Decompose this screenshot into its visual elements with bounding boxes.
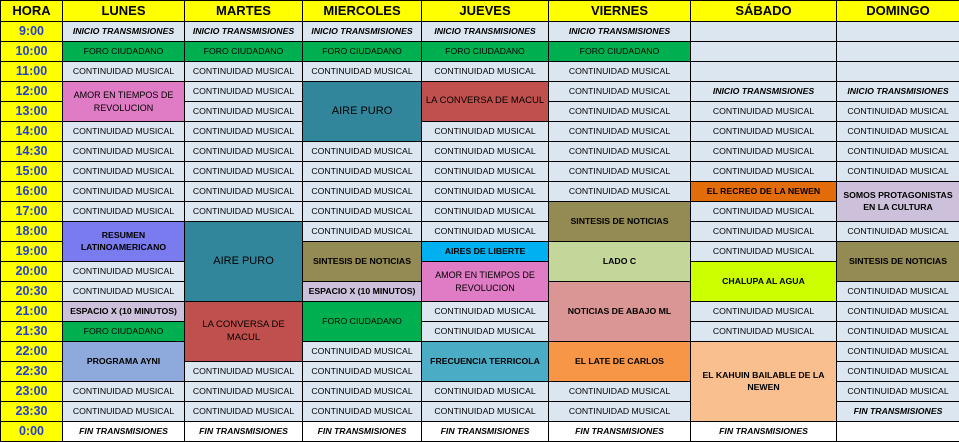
program-cell-continuidad: CONTINUIDAD MUSICAL (421, 161, 549, 182)
program-cell-inicio: INICIO TRANSMISIONES (548, 21, 691, 42)
program-cell-continuidad: CONTINUIDAD MUSICAL (62, 141, 185, 162)
program-cell-foro: FORO CIUDADANO (421, 41, 549, 62)
program-cell-continuidad: CONTINUIDAD MUSICAL (184, 201, 303, 222)
hour-label: 11:00 (0, 61, 63, 82)
program-cell-recreo: EL RECREO DE LA NEWEN (690, 181, 837, 202)
program-cell-continuidad: CONTINUIDAD MUSICAL (184, 141, 303, 162)
hour-label: 23:30 (0, 401, 63, 422)
program-cell-foro: FORO CIUDADANO (302, 41, 422, 62)
program-cell-fin: FIN TRANSMISIONES (836, 401, 959, 422)
program-cell-continuidad: CONTINUIDAD MUSICAL (690, 221, 837, 242)
program-cell-continuidad: CONTINUIDAD MUSICAL (690, 161, 837, 182)
hour-label: 20:00 (0, 261, 63, 282)
program-cell-kahuin: EL KAHUIN BAILABLE DE LA NEWEN (690, 341, 837, 422)
program-cell-continuidad: CONTINUIDAD MUSICAL (62, 181, 185, 202)
program-cell-inicio: INICIO TRANSMISIONES (836, 81, 959, 102)
program-cell-inicio: INICIO TRANSMISIONES (62, 21, 185, 42)
program-cell-continuidad: CONTINUIDAD MUSICAL (184, 381, 303, 402)
program-cell-continuidad: CONTINUIDAD MUSICAL (302, 181, 422, 202)
program-cell-continuidad: CONTINUIDAD MUSICAL (421, 221, 549, 242)
program-cell-inicio: INICIO TRANSMISIONES (690, 81, 837, 102)
hour-label: 21:00 (0, 301, 63, 322)
program-cell-continuidad: CONTINUIDAD MUSICAL (302, 141, 422, 162)
program-cell-continuidad: CONTINUIDAD MUSICAL (62, 121, 185, 142)
hour-label: 19:00 (0, 241, 63, 262)
program-cell-aire-puro: AIRE PURO (184, 221, 303, 302)
program-cell-aire-puro: AIRE PURO (302, 81, 422, 142)
program-cell-amor: AMOR EN TIEMPOS DE REVOLUCION (62, 81, 185, 122)
program-cell-continuidad: CONTINUIDAD MUSICAL (62, 201, 185, 222)
hour-label: 23:00 (0, 381, 63, 402)
program-cell-foro: FORO CIUDADANO (302, 301, 422, 342)
program-cell-continuidad: CONTINUIDAD MUSICAL (836, 161, 959, 182)
hour-label: 13:00 (0, 101, 63, 122)
program-cell-continuidad: CONTINUIDAD MUSICAL (548, 181, 691, 202)
program-cell-continuidad: CONTINUIDAD MUSICAL (184, 121, 303, 142)
header-day-martes: MARTES (184, 0, 303, 22)
program-cell-continuidad: CONTINUIDAD MUSICAL (836, 341, 959, 362)
header-day-viernes: VIERNES (548, 0, 691, 22)
program-cell-continuidad: CONTINUIDAD MUSICAL (184, 81, 303, 102)
program-cell-continuidad: CONTINUIDAD MUSICAL (836, 361, 959, 382)
program-cell-chalupa: CHALUPA AL AGUA (690, 261, 837, 302)
program-cell-fin: FIN TRANSMISIONES (62, 421, 185, 442)
program-cell-continuidad: CONTINUIDAD MUSICAL (302, 161, 422, 182)
hour-label: 20:30 (0, 281, 63, 302)
hour-label: 15:00 (0, 161, 63, 182)
program-cell-continuidad: CONTINUIDAD MUSICAL (836, 321, 959, 342)
hour-label: 12:00 (0, 81, 63, 102)
program-cell-continuidad: CONTINUIDAD MUSICAL (690, 141, 837, 162)
program-cell-espacio: ESPACIO X (10 MINUTOS) (62, 301, 185, 322)
empty-cell (690, 21, 837, 42)
program-cell-inicio: INICIO TRANSMISIONES (421, 21, 549, 42)
empty-cell (836, 21, 959, 42)
program-cell-continuidad: CONTINUIDAD MUSICAL (548, 121, 691, 142)
program-cell-foro: FORO CIUDADANO (62, 321, 185, 342)
program-cell-continuidad: CONTINUIDAD MUSICAL (421, 301, 549, 322)
program-cell-continuidad: CONTINUIDAD MUSICAL (302, 221, 422, 242)
header-day-domingo: DOMINGO (836, 0, 959, 22)
program-cell-lado-c: LADO C (548, 241, 691, 282)
hour-label: 9:00 (0, 21, 63, 42)
program-cell-continuidad: CONTINUIDAD MUSICAL (421, 61, 549, 82)
program-cell-aires-liberte: AIRES DE LIBERTE (421, 241, 549, 262)
program-cell-continuidad: CONTINUIDAD MUSICAL (302, 341, 422, 362)
hour-label: 18:00 (0, 221, 63, 242)
program-cell-continuidad: CONTINUIDAD MUSICAL (548, 141, 691, 162)
program-cell-continuidad: CONTINUIDAD MUSICAL (62, 281, 185, 302)
program-cell-continuidad: CONTINUIDAD MUSICAL (421, 121, 549, 142)
program-cell-continuidad: CONTINUIDAD MUSICAL (548, 401, 691, 422)
program-cell-inicio: INICIO TRANSMISIONES (184, 21, 303, 42)
program-cell-continuidad: CONTINUIDAD MUSICAL (690, 321, 837, 342)
program-cell-continuidad: CONTINUIDAD MUSICAL (548, 101, 691, 122)
program-cell-late-carlos: EL LATE DE CARLOS (548, 341, 691, 382)
program-cell-continuidad: CONTINUIDAD MUSICAL (548, 381, 691, 402)
program-cell-continuidad: CONTINUIDAD MUSICAL (836, 101, 959, 122)
program-cell-fin: FIN TRANSMISIONES (548, 421, 691, 442)
program-cell-continuidad: CONTINUIDAD MUSICAL (62, 61, 185, 82)
program-cell-conversa: LA CONVERSA DE MACUL (184, 301, 303, 362)
program-cell-fin: FIN TRANSMISIONES (302, 421, 422, 442)
header-day-s-bado: SÁBADO (690, 0, 837, 22)
header-day-jueves: JUEVES (421, 0, 549, 22)
hour-label: 14:00 (0, 121, 63, 142)
program-cell-continuidad: CONTINUIDAD MUSICAL (302, 201, 422, 222)
empty-cell (690, 41, 837, 62)
program-cell-continuidad: CONTINUIDAD MUSICAL (184, 101, 303, 122)
hour-label: 22:00 (0, 341, 63, 362)
hour-label: 0:00 (0, 421, 63, 442)
hour-label: 22:30 (0, 361, 63, 382)
program-cell-continuidad: CONTINUIDAD MUSICAL (62, 381, 185, 402)
program-cell-continuidad: CONTINUIDAD MUSICAL (690, 201, 837, 222)
program-cell-foro: FORO CIUDADANO (548, 41, 691, 62)
program-cell-fin: FIN TRANSMISIONES (690, 421, 837, 442)
program-cell-continuidad: CONTINUIDAD MUSICAL (690, 241, 837, 262)
program-cell-continuidad: CONTINUIDAD MUSICAL (421, 201, 549, 222)
program-cell-continuidad: CONTINUIDAD MUSICAL (836, 141, 959, 162)
empty-cell (836, 41, 959, 62)
program-cell-continuidad: CONTINUIDAD MUSICAL (184, 61, 303, 82)
program-cell-fin: FIN TRANSMISIONES (184, 421, 303, 442)
program-cell-continuidad: CONTINUIDAD MUSICAL (184, 401, 303, 422)
program-cell-continuidad: CONTINUIDAD MUSICAL (302, 401, 422, 422)
empty-cell (836, 61, 959, 82)
header-day-lunes: LUNES (62, 0, 185, 22)
program-cell-somos: SOMOS PROTAGONISTAS EN LA CULTURA (836, 181, 959, 222)
program-cell-continuidad: CONTINUIDAD MUSICAL (184, 181, 303, 202)
program-cell-inicio: INICIO TRANSMISIONES (302, 21, 422, 42)
program-cell-continuidad: CONTINUIDAD MUSICAL (421, 141, 549, 162)
program-cell-continuidad: CONTINUIDAD MUSICAL (548, 161, 691, 182)
program-cell-continuidad: CONTINUIDAD MUSICAL (836, 381, 959, 402)
empty-cell (836, 421, 959, 442)
program-cell-continuidad: CONTINUIDAD MUSICAL (690, 301, 837, 322)
program-cell-foro: FORO CIUDADANO (184, 41, 303, 62)
program-cell-continuidad: CONTINUIDAD MUSICAL (302, 381, 422, 402)
program-cell-continuidad: CONTINUIDAD MUSICAL (836, 301, 959, 322)
program-cell-ayni: PROGRAMA AYNI (62, 341, 185, 382)
program-cell-fin: FIN TRANSMISIONES (421, 421, 549, 442)
program-cell-continuidad: CONTINUIDAD MUSICAL (302, 361, 422, 382)
program-cell-noticias-abajo: NOTICIAS DE ABAJO ML (548, 281, 691, 342)
program-cell-continuidad: CONTINUIDAD MUSICAL (548, 61, 691, 82)
program-cell-continuidad: CONTINUIDAD MUSICAL (62, 261, 185, 282)
program-cell-continuidad: CONTINUIDAD MUSICAL (836, 121, 959, 142)
program-cell-continuidad: CONTINUIDAD MUSICAL (690, 121, 837, 142)
program-cell-amor: AMOR EN TIEMPOS DE REVOLUCION (421, 261, 549, 302)
program-cell-espacio: ESPACIO X (10 MINUTOS) (302, 281, 422, 302)
program-cell-resumen: RESUMEN LATINOAMERICANO (62, 221, 185, 262)
program-cell-continuidad: CONTINUIDAD MUSICAL (548, 81, 691, 102)
program-cell-continuidad: CONTINUIDAD MUSICAL (690, 101, 837, 122)
program-cell-foro: FORO CIUDADANO (62, 41, 185, 62)
program-cell-continuidad: CONTINUIDAD MUSICAL (62, 401, 185, 422)
program-cell-continuidad: CONTINUIDAD MUSICAL (62, 161, 185, 182)
program-cell-continuidad: CONTINUIDAD MUSICAL (421, 401, 549, 422)
program-cell-continuidad: CONTINUIDAD MUSICAL (184, 161, 303, 182)
program-cell-sintesis: SINTESIS DE NOTICIAS (836, 241, 959, 282)
program-cell-continuidad: CONTINUIDAD MUSICAL (421, 321, 549, 342)
program-cell-continuidad: CONTINUIDAD MUSICAL (836, 281, 959, 302)
program-cell-sintesis: SINTESIS DE NOTICIAS (302, 241, 422, 282)
hour-label: 16:00 (0, 181, 63, 202)
hour-label: 17:00 (0, 201, 63, 222)
program-cell-continuidad: CONTINUIDAD MUSICAL (836, 221, 959, 242)
program-cell-continuidad: CONTINUIDAD MUSICAL (302, 61, 422, 82)
program-cell-frecuencia: FRECUENCIA TERRICOLA (421, 341, 549, 382)
program-cell-continuidad: CONTINUIDAD MUSICAL (421, 181, 549, 202)
header-day-miercoles: MIERCOLES (302, 0, 422, 22)
program-cell-continuidad: CONTINUIDAD MUSICAL (421, 381, 549, 402)
hour-label: 10:00 (0, 41, 63, 62)
program-cell-continuidad: CONTINUIDAD MUSICAL (184, 361, 303, 382)
program-cell-conversa: LA CONVERSA DE MACUL (421, 81, 549, 122)
program-cell-sintesis: SINTESIS DE NOTICIAS (548, 201, 691, 242)
header-hora: HORA (0, 0, 63, 22)
empty-cell (690, 61, 837, 82)
hour-label: 21:30 (0, 321, 63, 342)
hour-label: 14:30 (0, 141, 63, 162)
